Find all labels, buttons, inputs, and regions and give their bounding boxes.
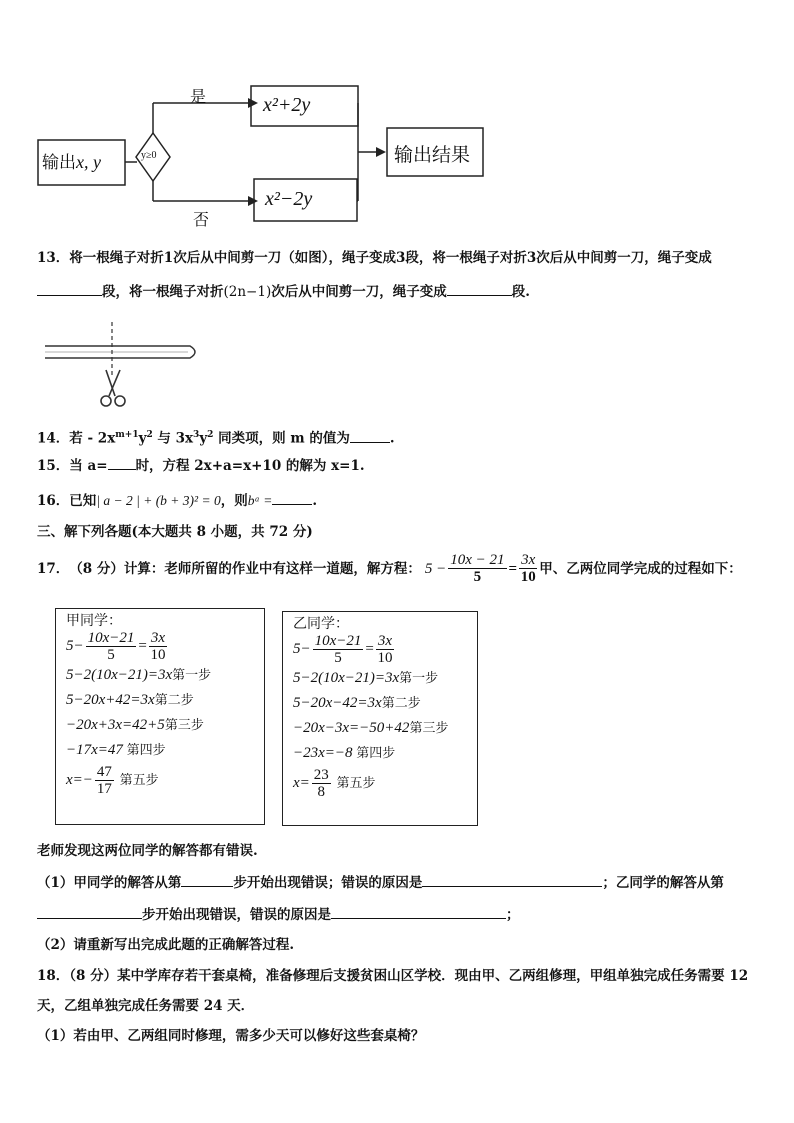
question-15 — [37, 455, 365, 477]
yi-line-2: 5−20x−42=3x第二步 — [293, 695, 421, 711]
q14-text-c: 与 3x — [152, 430, 194, 447]
q17-p1-text-d: 步开始出现错误，错误的原因是 — [142, 907, 331, 923]
jia-line-4: −17x=47 第四步 — [66, 742, 166, 758]
q16-blank[interactable] — [272, 490, 312, 505]
q15-text-b: 时，方程 2x+a=x+10 的解为 x=1. — [135, 458, 365, 474]
q14-blank[interactable] — [350, 428, 390, 443]
q17-eq-fraction-left — [448, 552, 506, 585]
question-13 — [37, 247, 767, 303]
q14-sup1: m+1 — [115, 430, 139, 440]
q17-text-a: 计算：老师所留的作业中有这样一道题，解方程： — [123, 560, 421, 577]
q17-note: 老师发现这两位同学的解答都有错误. — [37, 843, 258, 859]
jia-title: 甲同学： — [66, 613, 122, 629]
q15-number: 15． — [37, 458, 70, 474]
q17-number: 17． — [37, 560, 70, 577]
flowchart-lines — [0, 0, 794, 240]
q18-part1: （1）若由甲、乙两组同时修理，需多少天可以修好这些套桌椅？ — [37, 1028, 425, 1044]
q17-p1-blank-2[interactable] — [422, 872, 602, 887]
jia-line-3: −20x+3x=42+5第三步 — [66, 717, 204, 733]
q13-expr: (2n−1) — [223, 284, 272, 300]
yi-line-4: −23x=−8 第四步 — [293, 745, 396, 761]
q16-text-a: 已知 — [69, 493, 97, 509]
yi-title: 乙同学： — [293, 616, 349, 632]
q13-text-4: 段. — [511, 284, 530, 300]
yi-line-1: 5−2(10x−21)=3x第一步 — [293, 670, 439, 686]
q17-eq-num: 10x − 21 — [450, 552, 505, 568]
rope-scissors-figure — [40, 320, 240, 410]
q18-text-1: 某中学库存若干套桌椅，准备修理后支援贫困山区学校．现由甲、乙两组修理，甲组单独完成任务需要 12 — [117, 968, 749, 984]
jia-solution-box — [55, 608, 265, 825]
jia-line-1: 5−2(10x−21)=3x第一步 — [66, 667, 212, 683]
q17-part2: （2）请重新写出完成此题的正确解答过程. — [37, 937, 295, 953]
q18-number: 18． — [37, 968, 70, 984]
q13-blank-2[interactable] — [447, 281, 512, 296]
q14-sup3: 3 — [193, 430, 200, 440]
q14-text-d: y — [199, 430, 208, 447]
yi-line-3: −20x−3x=−50+42第三步 — [293, 720, 449, 736]
section-3-heading: 三、解下列各题(本大题共 8 小题，共 72 分) — [37, 524, 313, 540]
q18-score: （8 分） — [69, 968, 118, 984]
q14-text-b: y — [138, 430, 147, 447]
output-xy-vars: x, y — [76, 152, 101, 172]
output-xy-label: 输出 — [42, 153, 76, 173]
no-label: 否 — [193, 210, 210, 229]
q17-eq-rnum: 3x — [521, 552, 536, 568]
question-14 — [37, 424, 395, 450]
q14-sup2: 2 — [146, 430, 153, 440]
question-18 — [37, 965, 777, 1047]
q17-score: （8 分） — [69, 560, 124, 577]
q17-p1-text-e: ； — [506, 907, 520, 923]
q14-text-a: 若 - 2x — [69, 430, 116, 447]
question-16 — [37, 490, 317, 512]
q15-text-a: 当 a= — [69, 458, 108, 474]
q18-line1 — [37, 965, 777, 987]
q17-part1-line1 — [37, 872, 782, 894]
question-17 — [37, 552, 777, 585]
yi-line-0: 5− $\frac{10x-21}{5}$ = $\frac{3x}{10}$ — [293, 633, 393, 666]
q14-number: 14． — [37, 430, 70, 447]
q14-text-f: . — [389, 430, 395, 447]
yes-expression: x²+2y — [263, 94, 311, 116]
scissors-icon — [101, 370, 125, 406]
q18-line2: 天，乙组单独完成任务需要 24 天． — [37, 998, 255, 1014]
q13-text-2: 段，将一根绳子对折 — [102, 284, 224, 300]
q17-p1-text-b: 步开始出现错误；错误的原因是 — [233, 875, 423, 891]
q17-eq-rden: 10 — [520, 569, 536, 585]
q13-line2 — [37, 281, 767, 303]
condition-label: y≥0 — [141, 150, 157, 161]
q17-part1-line2 — [37, 904, 520, 926]
q16-text-b: ，则 — [220, 493, 248, 509]
yi-solution-box — [282, 611, 478, 826]
q17-p1-blank-3[interactable] — [37, 904, 142, 919]
q13-blank-1[interactable] — [37, 281, 102, 296]
q17-eq-den: 5 — [473, 569, 482, 585]
flowchart — [0, 0, 794, 240]
q16-expression: | a − 2 | + (b + 3)² = 0 — [96, 493, 221, 508]
q17-eq-fraction-right — [519, 552, 537, 585]
q14-text-e: 同类项，则 m 的值为 — [213, 430, 350, 447]
q16-text-c: . — [312, 493, 318, 509]
q17-text-b: 甲、乙两位同学完成的过程如下： — [539, 560, 742, 577]
q16-expression-2: bᵃ = — [247, 493, 273, 508]
q13-number: 13． — [37, 250, 70, 266]
yes-label: 是 — [190, 87, 207, 106]
no-expression: x²−2y — [265, 188, 313, 210]
yi-line-5: x= $\frac{23}{8}$ 第五步 — [293, 767, 376, 800]
q17-p1-blank-4[interactable] — [331, 904, 506, 919]
jia-line-2: 5−20x+42=3x第二步 — [66, 692, 194, 708]
q17-eq-equals: = — [508, 560, 518, 577]
q13-line1 — [37, 247, 767, 269]
q15-blank[interactable] — [108, 455, 136, 470]
q17-eq-lead: 5 − — [424, 560, 447, 577]
q13-text-3: 次后从中间剪一刀，绳子变成 — [271, 284, 447, 300]
output-xy-box — [42, 148, 124, 173]
q16-number: 16． — [37, 493, 70, 509]
result-box-label: 输出结果 — [394, 144, 471, 166]
q17-p1-text-c: ；乙同学的解答从第 — [602, 875, 724, 891]
jia-line-0: 5− $\frac{10x-21}{5}$ = $\frac{3x}{10}$ — [66, 630, 166, 663]
q13-text: 将一根绳子对折1次后从中间剪一刀（如图），绳子变成3段，将一根绳子对折3次后从中间剪一刀，绳子变成 — [69, 250, 712, 266]
q14-sup4: 2 — [207, 430, 214, 440]
jia-line-5: x=− $\frac{47}{17}$ 第五步 — [66, 764, 159, 797]
q17-p1-text-a: （1）甲同学的解答从第 — [37, 875, 182, 891]
q17-p1-blank-1[interactable] — [181, 872, 233, 887]
